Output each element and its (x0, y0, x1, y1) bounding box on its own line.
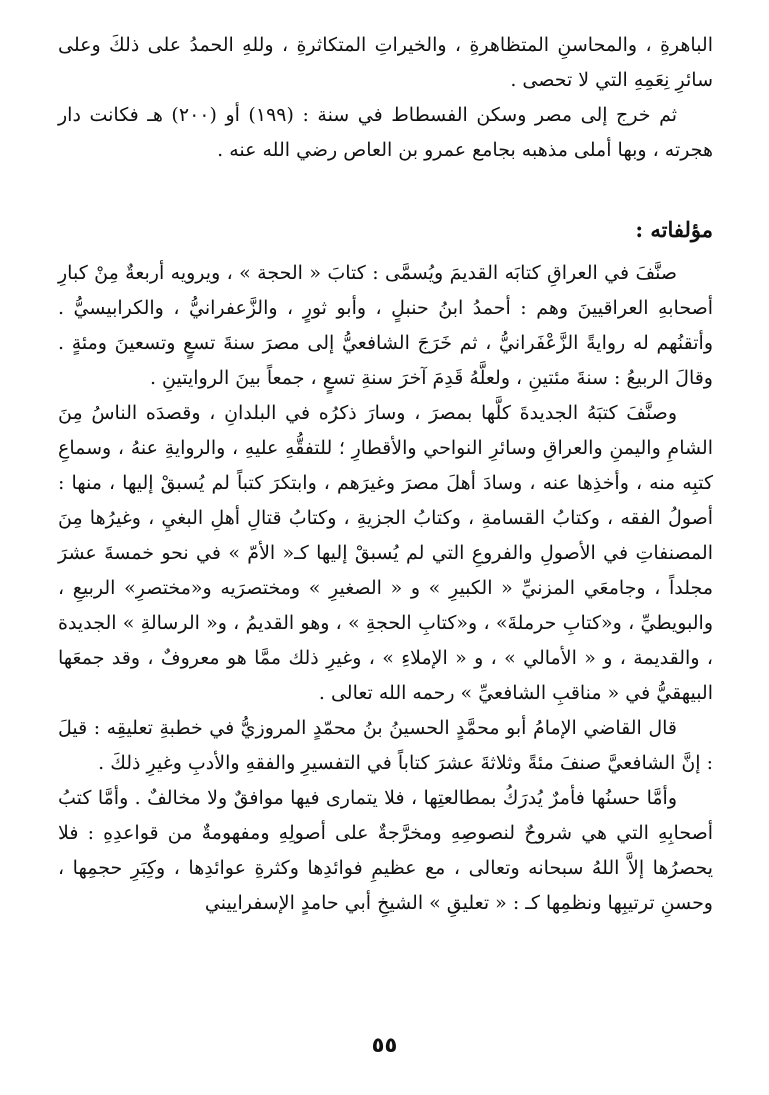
paragraph-egypt-migration: ثم خرج إلى مصر وسكن الفسطاط في سنة : (١٩٩) أو (٢٠٠) هـ فكانت دار هجرته ، وبها أملى مذهبه بجامع عمرو بن العاص رضي الله عنه . (58, 104, 713, 161)
paragraph-praise: الباهرةِ ، والمحاسنِ المتظاهرةِ ، والخيراتِ المتكاثرةِ ، وللهِ الحمدُ على ذلكَ وعلى سائرِ نِعَمِهِ التي لا تحصى . (58, 34, 713, 91)
page-body (58, 28, 713, 921)
section-heading-works: مؤلفاته : (635, 217, 713, 242)
page-number: ٥٥ (371, 1033, 398, 1057)
paragraph-new-books: وصنَّفَ كتبَهُ الجديدةَ كلَّها بمصرَ ، وسارَ ذكرُه في البلدانِ ، وقصدَه الناسُ مِنَ الشامِ واليمنِ والعراقِ وسائرِ النواحي والأقطارِ ؛ للتفقُّهِ عليهِ ، والروايةِ عنهُ ، وسماعِ كتبِه منه ، وأخذِها عنه ، وسادَ أهلَ مصرَ وغيرَهم ، وابتكرَ كتباً لم يُسبقْ إليها ، منها : أصولُ الفقه ، وكتابُ القسامةِ ، وكتابُ الجزيةِ ، وكتابُ قتالِ أهلِ البغيِ ، وغيرُها مِنَ المصنفاتِ في الأصولِ والفروعِ التي لم يُسبقْ إليها كـ« الأمّ » في نحو خمسةَ عشرَ مجلداً ، وجامعَي المزنيِّ « الكبيرِ » و « الصغيرِ » ومختصرَيه و«مختصرِ» الربيعِ ، والبويطيِّ ، و«كتابِ حرملةَ» ، و«كتابِ الحجةِ » ، وهو القديمُ ، و« الرسالةِ » الجديدة ، والقديمة ، و « الأمالي » ، و « الإملاءِ » ، وغيرِ ذلك ممَّا هو معروفٌ ، وقد جمعَها البيهقيُّ في « مناقبِ الشافعيِّ » رحمه الله تعالى . (58, 402, 713, 704)
paragraph-companions-books: وأمَّا حسنُها فأمرٌ يُدرَكُ بمطالعتِها ، فلا يتمارى فيها موافقٌ ولا مخالفٌ . وأمَّا كتبُ أصحابِهِ التي هي شروحٌ لنصوصِهِ ومخرَّجةٌ على أصولِهِ ومفهومةٌ من قواعدِهِ : فلا يحصرُها إلاَّ اللهُ سبحانه وتعالى ، مع عظيمِ فوائدِها وكثرةِ عوائدِها ، وكِبَرِ حجمِها ، وحسنِ ترتيبِها ونظمِها كـ : « تعليقِ » الشيخِ أبي حامدٍ الإسفراييني (58, 787, 713, 914)
paragraph-old-book: صنَّفَ في العراقِ كتابَه القديمَ ويُسمَّى : كتابَ « الحجة » ، ويرويه أربعةٌ مِنْ كبارِ أصحابهِ العراقيينَ وهم : أحمدُ ابنُ حنبلٍ ، وأبو ثورٍ ، والزَّعفرانيُّ ، والكرابيسيُّ . وأتقنُهم له روايةً الزَّعْفَرانيُّ ، ثم خَرَجَ الشافعيُّ إلى مصرَ سنةَ تسعٍ وتسعينَ ومئةٍ . وقالَ الربيعُ : سنةَ مئتينِ ، ولعلَّهُ قَدِمَ آخرَ سنةِ تسعٍ ، جمعاً بينَ الروايتينِ . (58, 262, 713, 389)
paragraph-marwazi-quote: قال القاضي الإمامُ أبو محمَّدٍ الحسينُ بنُ محمّدٍ المروزيُّ في خطبةِ تعليقِه : قيلَ : إنَّ الشافعيَّ صنفَ مئةً وثلاثةَ عشرَ كتاباً في التفسيرِ والفقهِ والأدبِ وغيرِ ذلكَ . (58, 717, 713, 774)
